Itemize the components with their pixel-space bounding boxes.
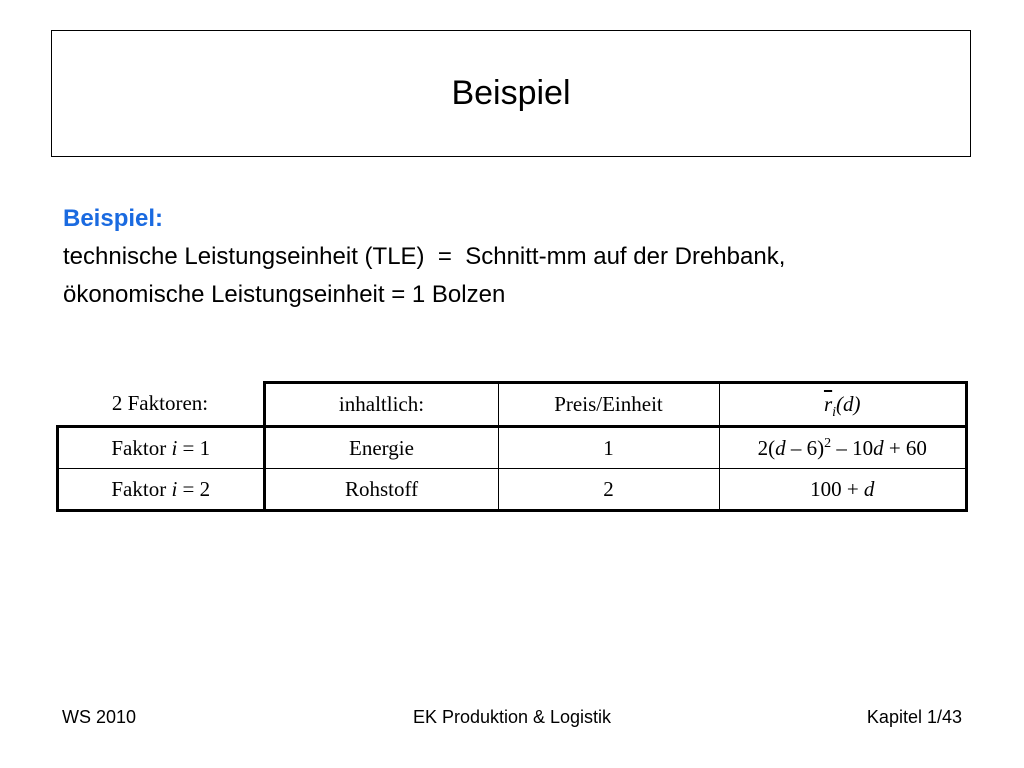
header-formula-rest: (d) — [836, 392, 861, 416]
row1-content: Energie — [349, 435, 414, 460]
row1-formula-exp: 2 — [824, 435, 832, 451]
row2-content: Rohstoff — [344, 476, 419, 501]
footer-semester: WS 2010 — [62, 707, 137, 727]
row1-factor-label: Faktor — [111, 435, 172, 460]
header-factors-text: 2 Faktoren: — [111, 391, 209, 416]
row2-formula-d1: d — [863, 476, 875, 501]
row1-factor-cell — [58, 427, 265, 469]
header-price-text: Preis/Einheit — [554, 392, 663, 416]
header-cell-factors — [58, 383, 265, 427]
section-heading: Beispiel: — [63, 205, 164, 232]
row1-formula-e: + 60 — [883, 435, 927, 460]
row1-formula-c: – 10 — [831, 435, 874, 460]
row2-price-cell — [498, 469, 719, 511]
row2-factor-label: Faktor — [111, 476, 172, 501]
row1-formula-d2: d — [873, 435, 884, 460]
row2-price: 2 — [603, 476, 614, 501]
row1-formula-a: 2( — [757, 435, 776, 460]
slide-title: Beispiel — [451, 74, 571, 112]
row2-factor-var: i — [171, 476, 178, 501]
header-formula-r: $\overline{r}$ — [823, 392, 833, 416]
row2-factor-cell — [58, 469, 265, 511]
table-row — [58, 427, 967, 469]
table-row — [58, 469, 967, 511]
title-box — [51, 30, 971, 157]
row1-price-cell — [498, 427, 719, 469]
row2-formula-cell — [719, 469, 967, 511]
header-content-text: inhaltlich: — [338, 392, 425, 416]
row1-formula-cell — [719, 427, 967, 469]
header-formula-sub: i — [832, 405, 837, 420]
row1-formula-b: – 6) — [785, 435, 825, 460]
footer-course: EK Produktion & Logistik — [412, 707, 612, 727]
row2-factor-value: = 2 — [177, 476, 211, 501]
body-line-1: technische Leistungseinheit (TLE) = Schnitt-mm auf der Drehbank, — [63, 243, 786, 270]
header-cell-content — [264, 383, 498, 427]
row1-factor-var: i — [171, 435, 178, 460]
header-cell-formula — [719, 383, 967, 427]
row1-formula-d1: d — [775, 435, 786, 460]
slide-body — [63, 200, 963, 314]
row2-content-cell — [264, 469, 498, 511]
row1-factor-value: = 1 — [177, 435, 211, 460]
header-cell-price — [498, 383, 719, 427]
row2-formula-a: 100 + — [810, 476, 864, 501]
row1-price: 1 — [603, 435, 614, 460]
body-line-2: ökonomische Leistungseinheit = 1 Bolzen — [63, 281, 506, 308]
factors-table — [56, 381, 968, 512]
footer-page-number: Kapitel 1/43 — [866, 707, 962, 727]
row1-content-cell — [264, 427, 498, 469]
table-header-row — [58, 383, 967, 427]
